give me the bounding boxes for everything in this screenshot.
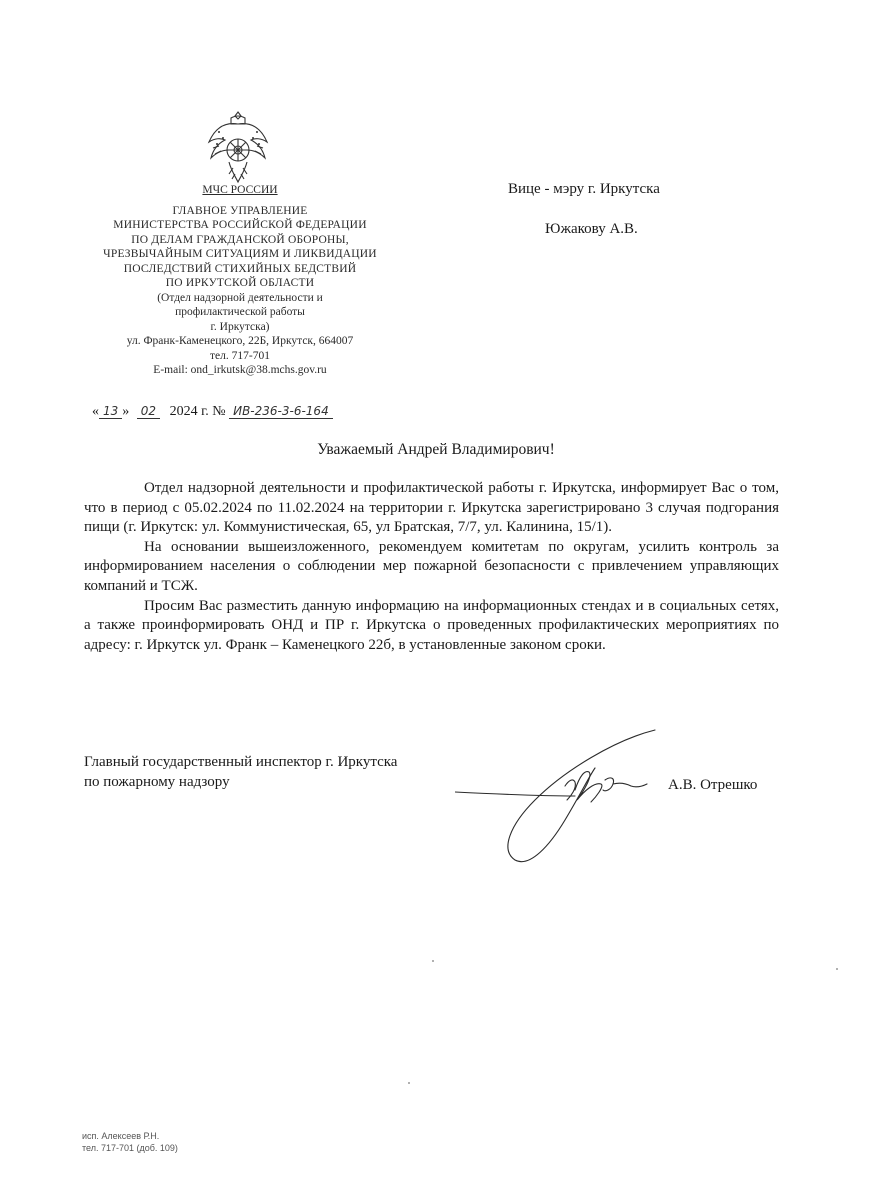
scan-speck xyxy=(408,1082,410,1084)
org-email: E-mail: ond_irkutsk@38.mchs.gov.ru xyxy=(153,364,327,376)
org-address: ул. Франк-Каменецкого, 22Б, Иркутск, 664007 xyxy=(126,335,354,347)
body-paragraph: На основании вышеизложенного, рекомендуем комитетам по округам, усилить контроль за информированием населения о соблюдении мер пожарной безопасности с привлечением управляющих компаний и ТСЖ. xyxy=(84,538,779,594)
recipient-position: Вице - мэру г. Иркутска xyxy=(508,181,660,197)
letter-body xyxy=(84,479,779,655)
reg-number: ИВ-236-3-6-164 xyxy=(229,404,333,419)
body-paragraph: Отдел надзорной деятельности и профилактической работы г. Иркутска, информирует Вас о том, что в период с 05.02.2024 по 11.02.2024 на территории г. Иркутска зарегистрировано 3 случая подгорания пищи (г. Иркутск: ул. Коммунистическая, 65, ул Братская, 7/7, ул. Калинина, 15/1). xyxy=(84,480,779,536)
signatory-title-line: Главный государственный инспектор г. Иркутска xyxy=(84,754,398,770)
signatory-title xyxy=(84,752,397,792)
sender-org-block xyxy=(70,183,410,378)
signatory-title-line: по пожарному надзору xyxy=(84,774,230,790)
org-line: ЧРЕЗВЫЧАЙНЫМ СИТУАЦИЯМ И ЛИКВИДАЦИИ xyxy=(103,248,377,260)
reg-month: 02 xyxy=(137,404,160,419)
mchs-emblem-icon xyxy=(205,108,271,186)
handwritten-signature xyxy=(455,720,695,870)
dept-line: г. Иркутска) xyxy=(210,320,270,333)
scan-speck xyxy=(432,960,434,962)
org-line: ПО ИРКУТСКОЙ ОБЛАСТИ xyxy=(165,277,315,289)
org-short-name: МЧС РОССИИ xyxy=(202,184,278,196)
dept-line: профилактической работы xyxy=(175,306,305,318)
signatory-name: А.В. Отрешко xyxy=(668,777,758,793)
org-line: ГЛАВНОЕ УПРАВЛЕНИЕ xyxy=(172,204,308,217)
greeting: Уважаемый Андрей Владимирович! xyxy=(317,441,555,458)
reg-day: 13 xyxy=(99,404,122,419)
executor-footer xyxy=(82,1130,178,1154)
open-quote: « xyxy=(92,404,99,419)
registration-line xyxy=(92,404,333,420)
org-line: ПО ДЕЛАМ ГРАЖДАНСКОЙ ОБОРОНЫ, xyxy=(131,233,349,246)
body-paragraph: Просим Вас разместить данную информацию на информационных стендах и в социальных сетях, а также проинформировать ОНД и ПР г. Иркутска о проведенных профилактических мероприятиях по адресу: г. Иркутск ул. Франк – Каменецкого 22б, в установленные законом сроки. xyxy=(84,597,779,653)
recipient-name: Южакову А.В. xyxy=(545,221,638,237)
scan-speck xyxy=(836,968,838,970)
org-line: ПОСЛЕДСТВИЙ СТИХИЙНЫХ БЕДСТВИЙ xyxy=(123,262,357,275)
reg-year-text: 2024 г. № xyxy=(169,404,226,419)
dept-line: (Отдел надзорной деятельности и xyxy=(157,291,323,304)
executor-name: исп. Алексеев Р.Н. xyxy=(82,1131,160,1141)
executor-phone: тел. 717-701 (доб. 109) xyxy=(82,1143,178,1153)
org-phone: тел. 717-701 xyxy=(210,349,270,362)
org-line: МИНИСТЕРСТВА РОССИЙСКОЙ ФЕДЕРАЦИИ xyxy=(113,219,367,231)
close-quote: » xyxy=(122,404,130,419)
